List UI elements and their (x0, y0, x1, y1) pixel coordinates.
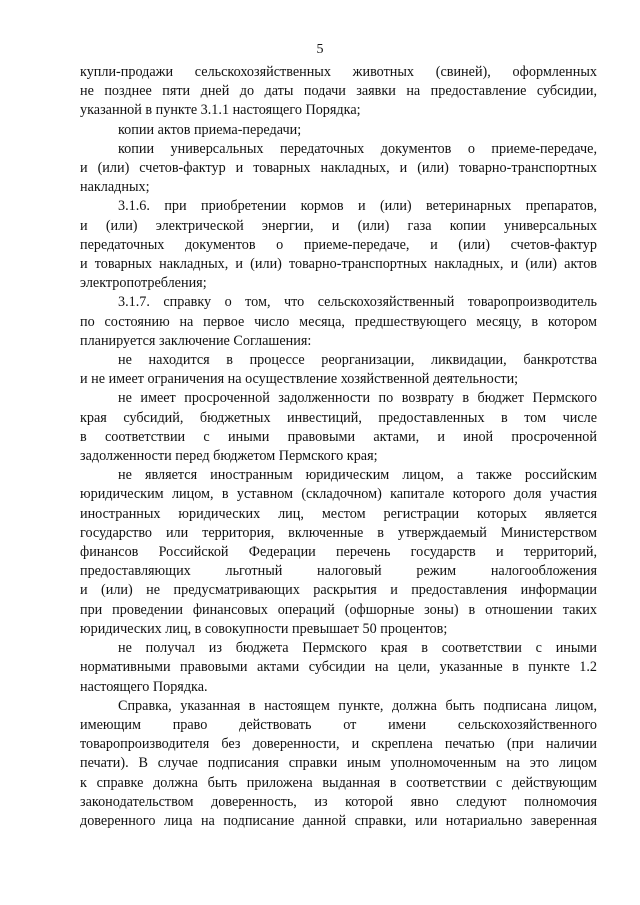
text-line: и (или) счетов-фактур и товарных накладных, и (или) товарно-транспортных (80, 160, 597, 177)
text-line: и не имеет ограничения на осуществление хозяйственной деятельности; (80, 371, 519, 388)
text-line: нормативными правовыми актами субсидии на цели, указанные в пункте 1.2 (80, 659, 597, 676)
text-line: 3.1.6. при приобретении кормов и (или) ветеринарных препаратов, (118, 198, 597, 215)
text-line: предоставляющих льготный налоговый режим налогообложения (80, 563, 597, 580)
text-line: не позднее пяти дней до даты подачи заявки на предоставление субсидии, (80, 83, 597, 100)
text-line: иностранных юридических лиц, местом регистрации которых является (80, 505, 597, 522)
text-line: передаточных документов о приеме-передаче, и (или) счетов-фактур (80, 236, 597, 253)
document-body (80, 63, 597, 831)
text-line: юридическим лицом, в уставном (складочном) капитале которого доля участия (80, 486, 597, 503)
text-line: и (или) электрической энергии, и (или) газа копии универсальных (80, 217, 597, 234)
text-line: копии универсальных передаточных документов о приеме-передаче, (118, 140, 597, 157)
text-line: доверенного лица на подписание данной справки, или нотариально заверенная (80, 812, 597, 829)
text-line: края субсидий, бюджетных инвестиций, предоставленных в том числе (80, 409, 597, 426)
text-line: по состоянию на первое число месяца, предшествующего месяцу, в котором (80, 313, 597, 330)
text-line: не имеет просроченной задолженности по возврату в бюджет Пермского (118, 390, 597, 407)
text-line: не получал из бюджета Пермского края в соответствии с иными (118, 640, 597, 657)
text-line: государство или территория, включенные в утверждаемый Министерством (80, 524, 597, 541)
text-line: задолженности перед бюджетом Пермского края; (80, 448, 378, 465)
text-line: финансов Российской Федерации перечень государств и территорий, (80, 544, 597, 561)
text-line: и (или) не предусматривающих раскрытия и предоставления информации (80, 582, 597, 599)
text-line: не является иностранным юридическим лицом, а также российским (118, 467, 597, 484)
text-line: к справке должна быть приложена выданная в соответствии с действующим (80, 774, 597, 791)
text-line: при проведении финансовых операций (офшорные зоны) в отношении таких (80, 601, 597, 618)
text-line: электропотребления; (80, 275, 207, 292)
text-line: не находится в процессе реорганизации, ликвидации, банкротства (118, 352, 597, 369)
text-line: планируется заключение Соглашения: (80, 332, 312, 349)
text-line: указанной в пункте 3.1.1 настоящего Порядка; (80, 102, 361, 119)
text-line: настоящего Порядка. (80, 678, 208, 695)
text-line: имеющим право действовать от имени сельскохозяйственного (80, 716, 597, 733)
text-line: в соответствии с иными правовыми актами, и иной просроченной (80, 428, 597, 445)
text-line: 3.1.7. справку о том, что сельскохозяйственный товаропроизводитель (118, 294, 597, 311)
text-line: юридических лиц, в совокупности превышает 50 процентов; (80, 620, 448, 637)
text-line: накладных; (80, 179, 150, 196)
text-line: Справка, указанная в настоящем пункте, должна быть подписана лицом, (118, 697, 597, 714)
text-line: законодательством доверенность, из которой явно следуют полномочия (80, 793, 597, 810)
text-line: и товарных накладных, и (или) товарно-транспортных накладных, и (или) актов (80, 256, 597, 273)
text-line: товаропроизводителя без доверенности, и скреплена печатью (при наличии (80, 736, 597, 753)
text-line: копии актов приема-передачи; (118, 121, 302, 138)
page-number: 5 (316, 42, 324, 57)
text-line: купли-продажи сельскохозяйственных животных (свиней), оформленных (80, 64, 597, 80)
text-line: печати). В случае подписания справки иным уполномоченным на это лицом (80, 755, 597, 772)
